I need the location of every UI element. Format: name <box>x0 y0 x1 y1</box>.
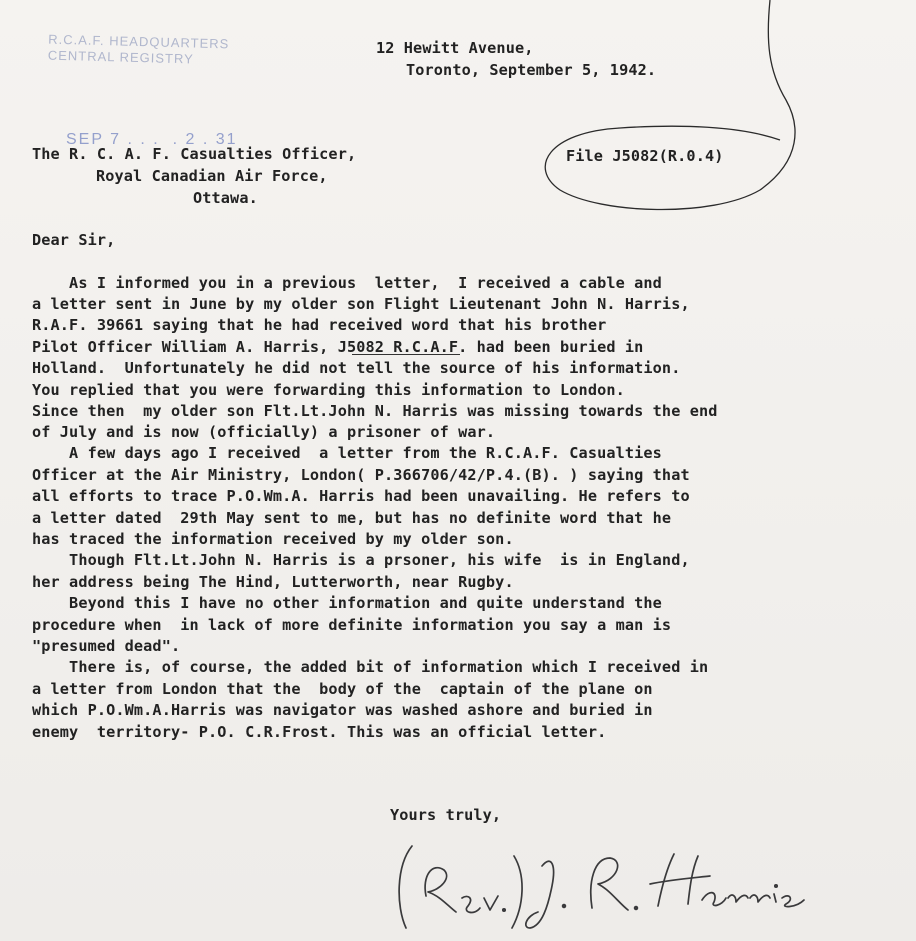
body-line: enemy territory- P.O. C.R.Frost. This was an official letter. <box>32 723 607 741</box>
sender-address-line2: Toronto, September 5, 1942. <box>406 61 657 79</box>
body-line: Holland. Unfortunately he did not tell the source of his information. <box>32 359 681 377</box>
body-line: There is, of course, the added bit of information which I received in <box>32 658 709 676</box>
body-line: Pilot Officer William A. Harris, J5082 R.C.A.F. had been buried in <box>32 338 644 356</box>
body-line: has traced the information received by my older son. <box>32 530 514 548</box>
body-line: of July and is now (officially) a prisoner of war. <box>32 423 496 441</box>
recipient-line3: Ottawa. <box>193 189 258 207</box>
body-line: procedure when in lack of more definite information you say a man is <box>32 616 672 634</box>
handwritten-underline <box>352 354 460 355</box>
handwritten-signature <box>392 836 812 936</box>
registry-stamp-line2: CENTRAL REGISTRY <box>47 47 195 67</box>
body-line: Since then my older son Flt.Lt.John N. Harris was missing towards the end <box>32 402 718 420</box>
recipient-line2: Royal Canadian Air Force, <box>96 167 328 185</box>
signature-ink <box>392 836 812 936</box>
file-ref-oval <box>540 0 840 220</box>
body-line: "presumed dead". <box>32 637 181 655</box>
body-line: a letter from London that the body of the captain of the plane on <box>32 680 653 698</box>
closing: Yours truly, <box>390 806 502 824</box>
body-line: a letter sent in June by my older son Flight Lieutenant John N. Harris, <box>32 295 690 313</box>
body-line: a letter dated 29th May sent to me, but has no definite word that he <box>32 509 672 527</box>
recipient-line1: The R. C. A. F. Casualties Officer, <box>32 145 357 163</box>
file-reference: File J5082(R.0.4) <box>566 147 724 165</box>
sender-address-line1: 12 Hewitt Avenue, <box>376 39 534 57</box>
body-line: Though Flt.Lt.John N. Harris is a prsoner, his wife is in England, <box>32 551 690 569</box>
registry-stamp <box>48 32 230 69</box>
body-line: A few days ago I received a letter from the R.C.A.F. Casualties <box>32 444 662 462</box>
body-line: all efforts to trace P.O.Wm.A. Harris had been unavailing. He refers to <box>32 487 690 505</box>
body-line: As I informed you in a previous letter, I received a cable and <box>32 274 662 292</box>
body-line: R.A.F. 39661 saying that he had received word that his brother <box>32 316 607 334</box>
body-line: You replied that you were forwarding this information to London. <box>32 381 625 399</box>
body-line: which P.O.Wm.A.Harris was navigator was washed ashore and buried in <box>32 701 653 719</box>
body-line: Officer at the Air Ministry, London( P.366706/42/P.4.(B). ) saying that <box>32 466 690 484</box>
salutation: Dear Sir, <box>32 231 116 249</box>
registry-stamp-line1: R.C.A.F. HEADQUARTERS <box>48 31 230 52</box>
body-line: her address being The Hind, Lutterworth, near Rugby. <box>32 573 514 591</box>
date-stamp: SEP 7 . . . . 2 . 31 <box>66 131 238 148</box>
body-line: Beyond this I have no other information and quite understand the <box>32 594 662 612</box>
